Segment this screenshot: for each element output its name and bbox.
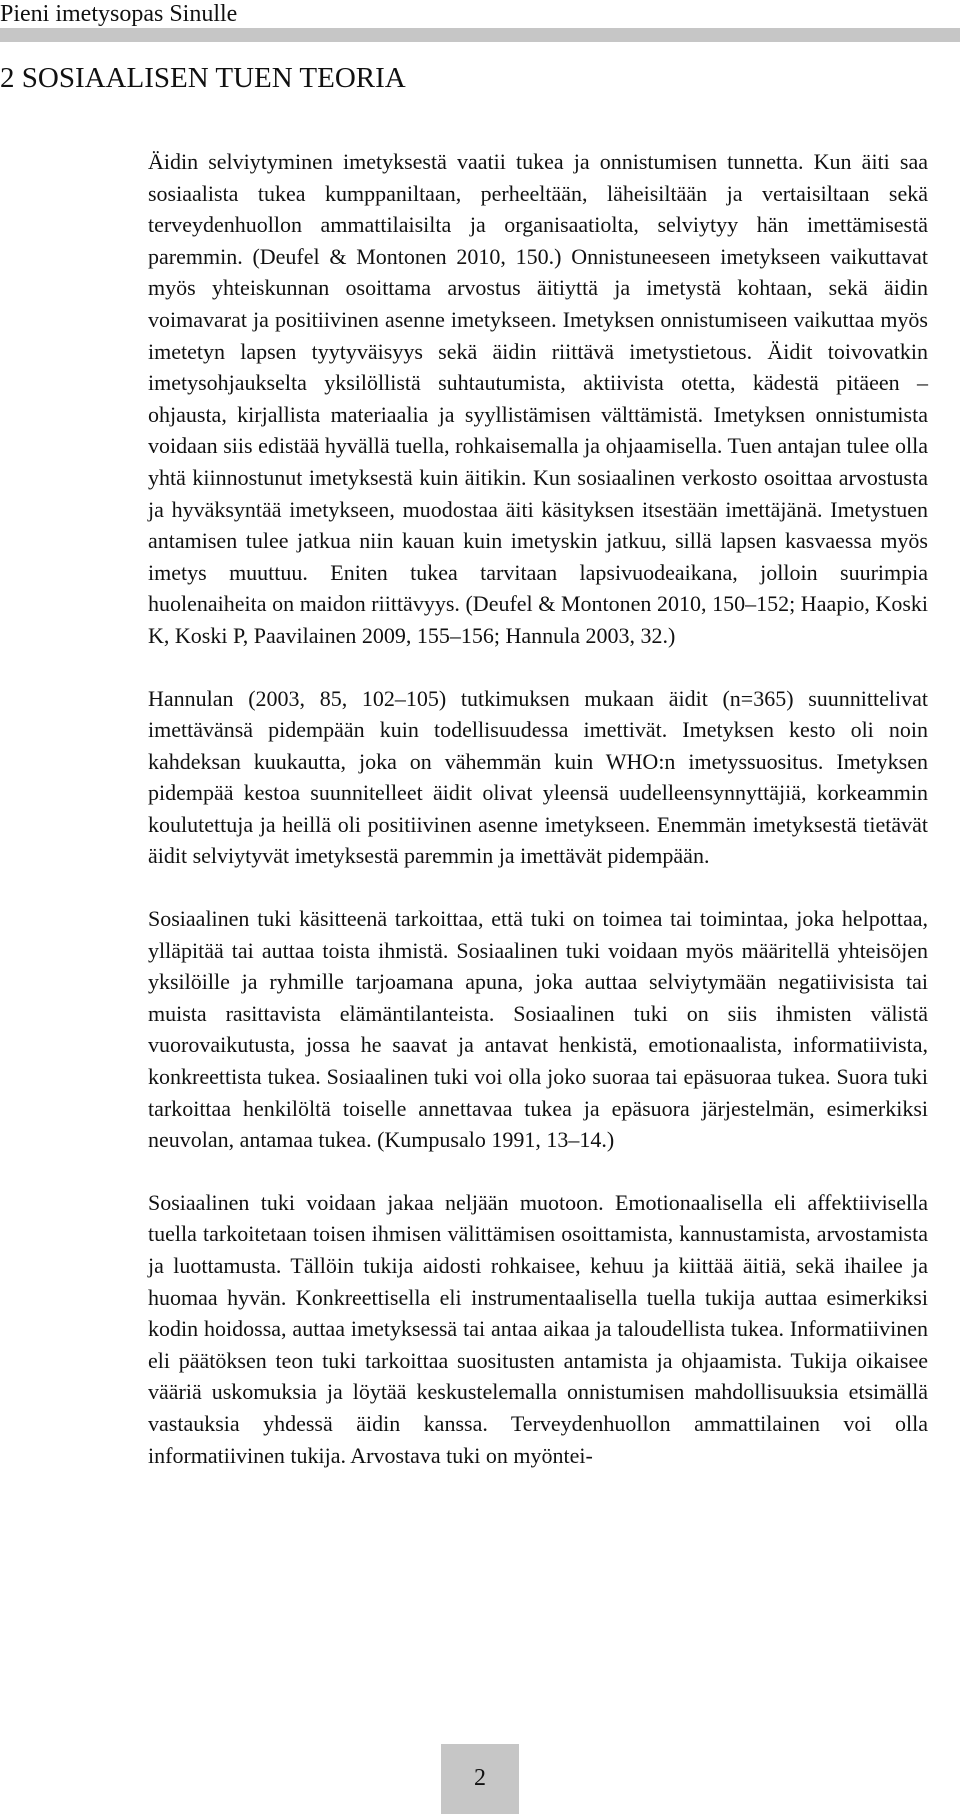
paragraph: Hannulan (2003, 85, 102–105) tutkimuksen mukaan äidit (n=365) suunnittelivat imettävänsä pidempään kuin todellisuudessa imettivät. Imetyksen kesto oli noin kahdeksan kuukautta, joka on vähemmän kuin WHO:n imetyssuositus. Imetyksen pidempää kestoa suunnitelleet äidit olivat yleensä uudelleensynnyttäjiä, korkeammin koulutettuja ja heillä oli positiivinen asenne imetykseen. Enemmän imetyksestä tietävät äidit selviytyvät imetyksestä paremmin ja imettävät pidempään. xyxy=(148,685,928,869)
header-rule xyxy=(0,28,960,42)
page-number-box xyxy=(441,1744,519,1814)
running-header: Pieni imetysopas Sinulle xyxy=(0,1,238,27)
chapter-title: 2 SOSIAALISEN TUEN TEORIA xyxy=(0,62,406,94)
paragraph: Sosiaalinen tuki voidaan jakaa neljään muotoon. Emotionaalisella eli affektiivisella tuella tarkoitetaan toisen ihmisen välittämisen osoittamista, kannustamista, arvostamista ja luottamusta. Tällöin tukija aidosti rohkaisee, kehuu ja kiittää äitiä, sekä ihailee ja huomaa hyvän. Konkreettisella eli instrumentaalisella tuella tukija auttaa esimerkiksi kodin hoidossa, auttaa imetyksessä tai antaa aikaa ja taloudellista tukea. Informatiivinen eli päätöksen teon tuki tarkoittaa suositusten antamista ja ohjaamista. Tukija oikaisee vääriä uskomuksia ja löytää keskustelemalla onnistumisen mahdollisuuksia etsimällä vastauksia yhdessä äidin kanssa. Terveydenhuollon ammattilainen voi olla informatiivinen tukija. Arvostava tuki on myöntei- xyxy=(148,1189,928,1468)
body-text xyxy=(148,146,928,1471)
page-number: 2 xyxy=(474,1765,486,1791)
paragraph: Sosiaalinen tuki käsitteenä tarkoittaa, että tuki on toimea tai toimintaa, joka helpottaa, ylläpitää tai auttaa toista ihmistä. Sosiaalinen tuki voidaan myös määritellä yhteisöjen yksilöille ja ryhmille tarjoamana apuna, joka auttaa selviytymään negatiivisista tai muista rasittavista elämäntilanteista. Sosiaalinen tuki on siis ihmisten välistä vuorovaikutusta, jossa he saavat ja antavat henkistä, emotionaalista, informatiivista, konkreettista tukea. Sosiaalinen tuki voi olla joko suoraa tai epäsuoraa tukea. Suora tuki tarkoittaa henkilöltä toiselle annettavaa tukea ja epäsuora järjestelmän, esimerkiksi neuvolan, antamaa tukea. (Kumpusalo 1991, 13–14.) xyxy=(148,906,928,1153)
paragraph: Äidin selviytyminen imetyksestä vaatii tukea ja onnistumisen tunnetta. Kun äiti saa sosiaalista tukea kumppaniltaan, perheeltään, läheisiltään ja vertaisiltaan sekä terveydenhuollon ammattilaisilta ja organisaatiolta, selviytyy hän imettämisestä paremmin. (Deufel & Montonen 2010, 150.) Onnistuneeseen imetykseen vaikuttavat myös yhteiskunnan osoittama arvostus äitiyttä ja imetystä kohtaan, sekä äidin voimavarat ja positiivinen asenne imetykseen. Imetyksen onnistumiseen vaikuttaa myös imetetyn lapsen tyytyväisyys sekä äidin riittävä imetystietous. Äidit toivovatkin imetysohjaukselta yksilöllistä suhtautumista, aktiivista otetta, kädestä pitäeen – ohjausta, kirjallista materiaalia ja syyllistämisen välttämistä. Imetyksen onnistumista voidaan siis edistää hyvällä tuella, rohkaisemalla ja ohjaamisella. Tuen antajan tulee olla yhtä kiinnostunut imetyksestä kuin äitikin. Kun sosiaalinen verkosto osoittaa arvostusta ja hyväksyntää imetykseen, muodostaa äiti käsityksen itsestään imettäjänä. Imetystuen antamisen tulee jatkua niin kauan kuin imetyskin jatkuu, sillä lapsen kasvaessa myös imetys muuttuu. Eniten tukea tarvitaan lapsivuodeaikana, jolloin suurimpia huolenaiheita on maidon riittävyys. (Deufel & Montonen 2010, 150–152; Haapio, Koski K, Koski P, Paavilainen 2009, 155–156; Hannula 2003, 32.) xyxy=(148,149,928,648)
